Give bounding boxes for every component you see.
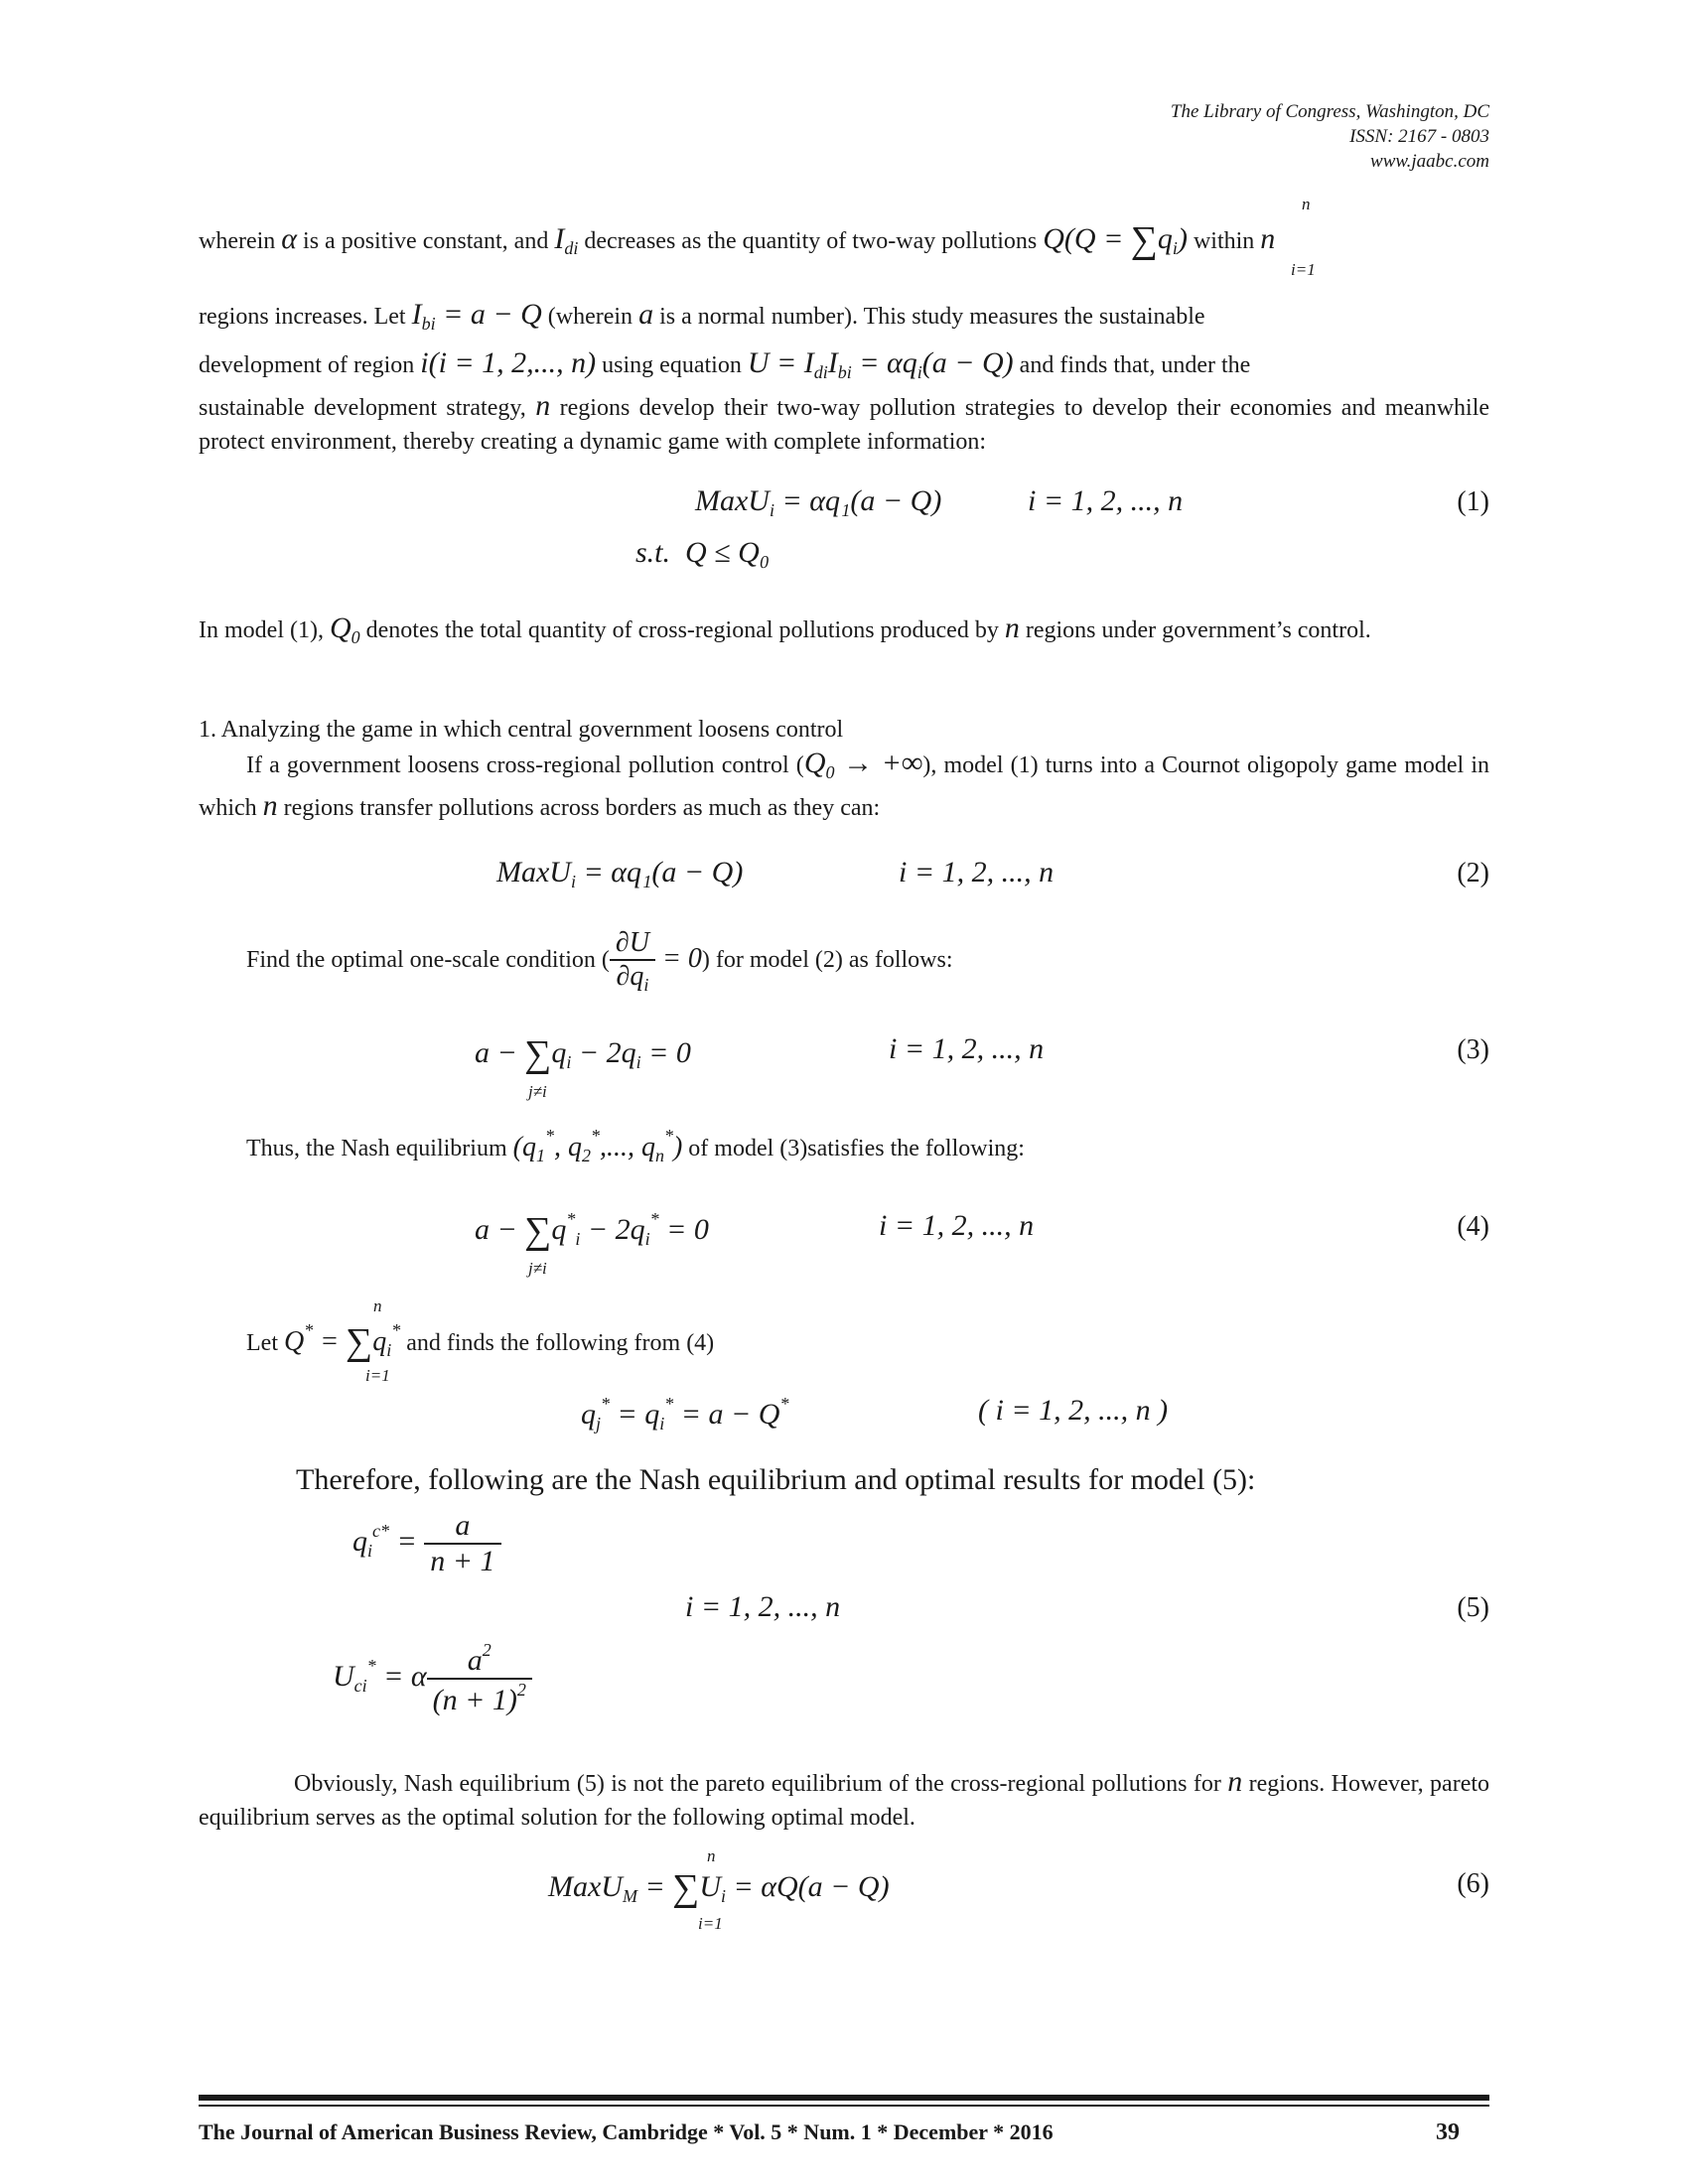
header-issn: ISSN: 2167 - 0803 [1349,126,1489,147]
section-1 [199,713,1489,825]
eq6-sum-upper: n [707,1846,716,1865]
eq2-lhs: MaxU$_i$ = αq₁(a − Q) [496,856,744,891]
solution-range: ( i = 1, 2, ..., n ) [978,1394,1169,1427]
let-text-pre: Let [246,1330,278,1356]
math-n-5: n [1227,1765,1243,1798]
model1-paragraph [199,612,1489,654]
journal-header [1171,99,1489,174]
section-1-text-3: regions transfer pollutions across borders as much as they can: [283,795,881,821]
optimal-condition: Find the optimal one-scale condition ( $\frac{\partial U}{\partial q_i}$ = 0) for model (2) as follows: [246,927,953,995]
footer-journal-info: The Journal of American Business Review, Cambridge * Vol. 5 * Num. 1 * December * 2016 [199,2119,1054,2144]
eq3-number: (3) [1457,1034,1489,1065]
eq5-number: (5) [1457,1592,1489,1623]
optimal-condition-pre: Find the optimal one-scale condition ( [246,947,610,974]
eq1-lhs: MaxU$_i$ = αq₁(a − Q) [695,484,942,520]
eq5-q-result: $q_i^{c*}$ = $\frac{a}{n + 1}$ [352,1509,501,1578]
eq6-number: (6) [1457,1868,1489,1899]
eq6-sum-lower: i=1 [698,1914,723,1933]
intro-paragraph-2 [199,298,1489,459]
alpha-symbol: α [281,222,298,255]
math-Q0-limit: $Q_0$ → +∞ [803,747,923,782]
intro-text-2: is a positive constant, and [303,228,549,254]
model1-text-1: In model (1), [199,617,324,643]
math-Q0: $Q_0$ [329,612,360,647]
intro-text-b1: regions increases. Let [199,304,406,330]
eq1-range: i = 1, 2, ..., n [1028,484,1184,517]
math-I-di: $I_{di}$ [554,222,579,258]
partial-derivative-fraction: $\frac{\partial U}{\partial q_i}$ [610,927,655,996]
eq3-range: i = 1, 2, ..., n [889,1032,1045,1065]
eq4-expression: $a - \sum q^*_i - 2q_i^* = 0$ [475,1209,709,1252]
section-1-heading: 1. Analyzing the game in which central government loosens control [199,717,844,743]
intro-text-1: wherein [199,228,276,254]
header-url: www.jaabc.com [1370,151,1489,172]
let-q-star [246,1320,714,1364]
obvious-paragraph [199,1765,1489,1835]
eq5-range: i = 1, 2, ..., n [685,1590,841,1623]
model1-text-3: regions under government’s control. [1025,617,1371,643]
eq4-sum-limit: j≠i [528,1259,547,1278]
eq6-expression: MaxU$_M$ = $\sum U_i = \alpha Q(a - Q)$ [548,1867,890,1909]
eq1-number: (1) [1457,486,1489,517]
optimal-condition-post: ) for model (2) as follows: [701,947,953,974]
math-n-2: n [535,389,551,422]
nash-text-pre: Thus, the Nash equilibrium [246,1136,507,1161]
footer-rule-thick [199,2095,1489,2101]
math-n-4: n [262,789,278,822]
eq5-u-result: $U_{ci}^* = \alpha$ $\frac{a^2}{(n + 1)^2}$ [333,1640,532,1717]
nash-tuple: ($q_1^*$, $q_2^*$,..., $q_n^*$) [512,1126,683,1165]
intro-text-c2: using equation [602,352,742,378]
intro-text-b2: (wherein [547,304,633,330]
footer-rule-thin [199,2105,1489,2107]
nash-equilibrium-text [246,1126,1025,1166]
eq3-expression: $a - \sum q_i - 2q_i = 0$ [475,1033,691,1075]
intro-text-3: decreases as the quantity of two-way pollutions [584,228,1038,254]
eq2-range: i = 1, 2, ..., n [899,856,1055,888]
let-sum-upper: n [373,1297,382,1315]
let-sum-lower: i=1 [365,1366,390,1385]
sum-lower-limit: i=1 [1291,260,1316,279]
math-Q-sum: $Q(Q = \sum q_i)$ [1043,219,1188,261]
sum-upper-limit: n [1302,195,1311,213]
eq3-sum-limit: j≠i [528,1082,547,1101]
section-1-text-1: If a government loosens cross-regional pollution control ( [246,752,804,778]
math-I-bi: $I_{bi} = a - Q$ [411,298,542,334]
eq2-number: (2) [1457,858,1489,888]
page-number: 39 [1436,2119,1460,2145]
intro-text-c3: and finds that, under the [1019,352,1251,378]
intro-text-d2: regions develop their two-way pollution strategies to develop their economies and meanwhile protect environment, thereby creating a dynamic game with complete information: [199,395,1490,455]
therefore-heading: Therefore, following are the Nash equilibrium and optimal results for model (5): [296,1463,1256,1496]
section-1-text-2: ), model (1) turns into a Cournot oligopoly game model in which [199,752,1489,821]
eq1-constraint: s.t. Q ≤ Q₀ [635,536,771,569]
let-text-post: and finds the following from (4) [406,1330,715,1356]
math-region-index: i(i = 1, 2,..., n) [420,346,597,379]
math-a: a [638,298,654,331]
obvious-text-1: Obviously, Nash equilibrium (5) is not the pareto equilibrium of the cross-regional pollutions for [294,1771,1221,1797]
intro-text-b3: is a normal number). This study measures the sustainable [659,304,1205,330]
eq4-range: i = 1, 2, ..., n [879,1209,1035,1242]
model1-text-2: denotes the total quantity of cross-regional pollutions produced by [365,617,999,643]
math-utility: $U = I_{di}I_{bi} = \alpha q_i(a - Q)$ [747,346,1014,382]
journal-footer [199,2119,1489,2145]
math-Q-star-sum: $Q^* = \sum q_i^*$ [283,1320,401,1363]
intro-text-c1: development of region [199,352,415,378]
solution-expression: $q_j^* = q_i^* = a - Q^*$ [581,1394,789,1433]
obvious-text-2: regions. However, pareto equilibrium serves as the optimal solution for the following optimal model. [199,1771,1490,1831]
math-n-3: n [1004,612,1020,644]
header-library: The Library of Congress, Washington, DC [1170,101,1489,122]
intro-paragraph [199,219,1489,265]
intro-text-4: within [1193,228,1255,254]
intro-text-d1: sustainable development strategy, [199,395,526,421]
nash-text-post: of model (3)satisfies the following: [688,1136,1025,1161]
math-n: n [1260,222,1276,255]
eq4-number: (4) [1457,1211,1489,1242]
